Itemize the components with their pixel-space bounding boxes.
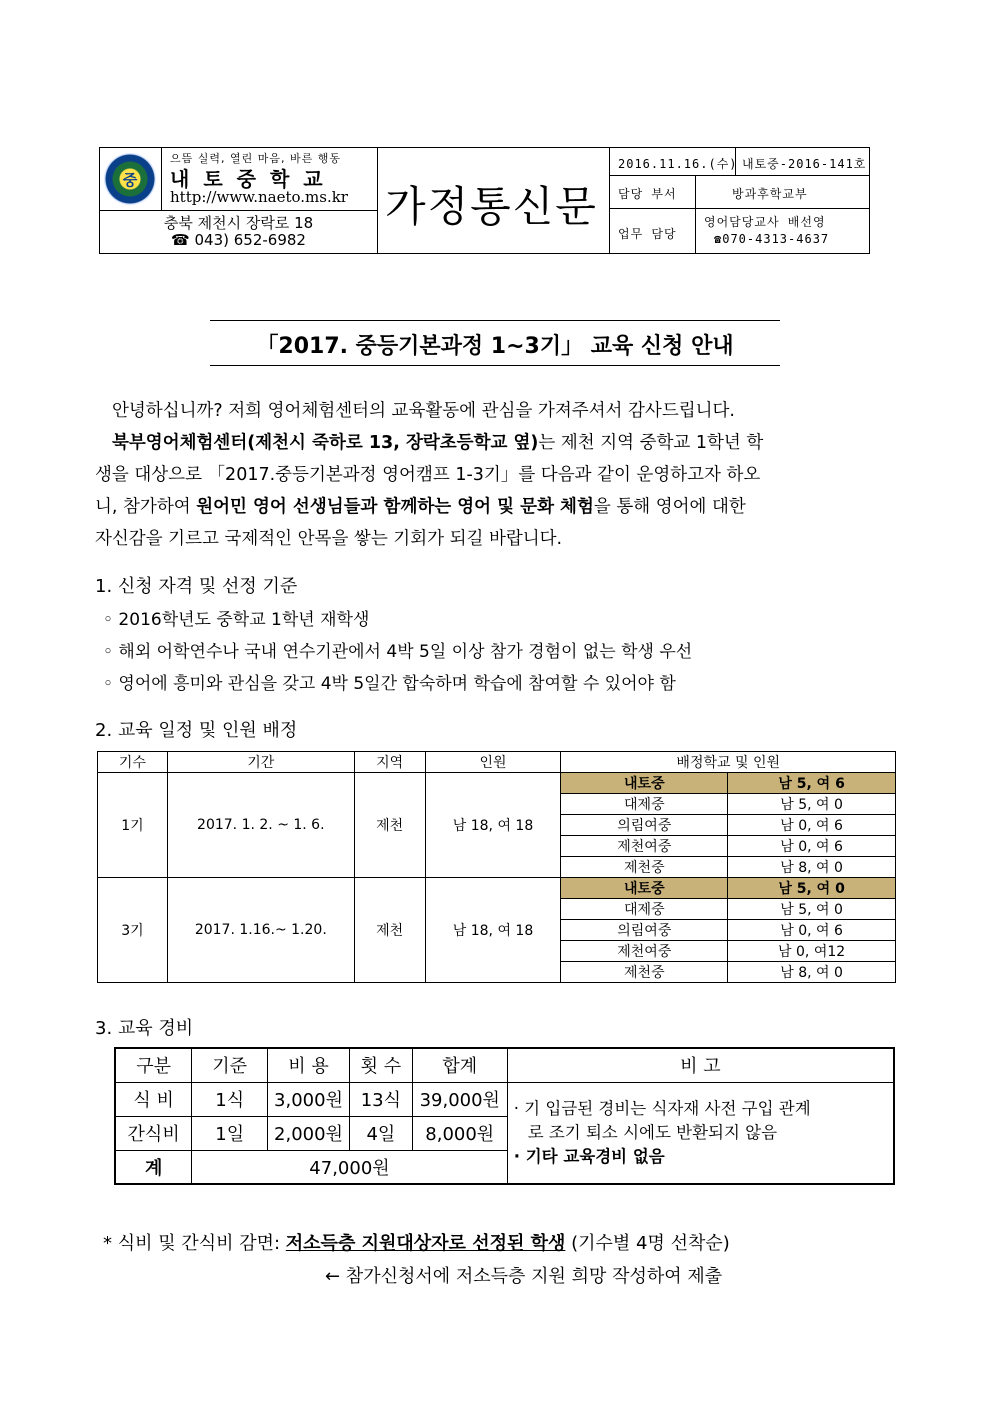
school-cell: 의림여중 (561, 920, 728, 941)
col-header: 지역 (354, 752, 425, 773)
criteria-item: ◦ 영어에 흥미와 관심을 갖고 4박 5일간 합숙하며 학습에 참여할 수 있어야 함 (103, 674, 676, 694)
staff-name: 영어담당교사 배선영 (704, 215, 826, 229)
school-logo (104, 153, 156, 205)
count-cell: 남 0, 여 6 (728, 815, 896, 836)
school-address: 충북 제천시 장락로 18 (163, 214, 314, 232)
cost-header-row (115, 1048, 894, 1082)
people-cell: 남 18, 여 18 (425, 773, 561, 878)
col-header: 합계 (412, 1048, 507, 1082)
intro-line-5: 자신감을 기르고 국제적인 안목을 쌓는 기회가 되길 바랍니다. (95, 529, 563, 549)
doc-date: 2016.11.16.(수) (618, 157, 738, 171)
table-row (98, 878, 896, 899)
note-post: (기수별 4명 선착순) (565, 1233, 730, 1254)
school-cell: 제천중 (561, 857, 728, 878)
table-row (115, 1082, 894, 1116)
intro-line-1: 안녕하십니까? 저희 영어체험센터의 교육활동에 관심을 가져주셔서 감사드립니다. (112, 401, 735, 421)
intro-line-2-rest: 는 제천 지역 중학교 1학년 학 (538, 433, 764, 453)
count-cell: 남 0, 여 6 (728, 836, 896, 857)
basis-cell: 1식 (192, 1082, 268, 1116)
col-header: 기준 (192, 1048, 268, 1082)
note-underlined: 저소득층 지원대상자로 선정된 학생 (285, 1233, 566, 1254)
page-title: 「2017. 중등기본과정 1~3기」 교육 신청 안내 (256, 334, 734, 359)
count-cell: 남 8, 여 0 (728, 857, 896, 878)
region-cell: 제천 (354, 773, 425, 878)
count-cell: 남 8, 여 0 (728, 962, 896, 983)
remarks-cell (507, 1082, 894, 1184)
title-rule-bottom (210, 365, 780, 366)
count-cell: 남 5, 여 0 (728, 899, 896, 920)
count-cell: 남 5, 여 0 (728, 794, 896, 815)
school-cell: 제천여중 (561, 836, 728, 857)
intro-line-4 (95, 491, 746, 523)
period-cell: 2017. 1. 2. ~ 1. 6. (167, 773, 354, 878)
total-label: 계 (115, 1150, 192, 1184)
cost-cell: 3,000원 (268, 1082, 350, 1116)
count-cell: 남 5, 여 6 (728, 773, 896, 794)
col-header: 비 고 (507, 1048, 894, 1082)
school-url[interactable]: http://www.naeto.ms.kr (170, 188, 348, 206)
remark-line: · 기 입금된 경비는 식자재 사전 구입 관계 (513, 1098, 811, 1118)
term-cell: 1기 (98, 773, 168, 878)
school-motto: 으뜸 실력, 열린 마음, 바른 행동 (170, 152, 341, 165)
intro-line-4-pre: 니, 참가하여 (95, 497, 197, 517)
people-cell: 남 18, 여 18 (425, 878, 561, 983)
school-cell: 내토중 (561, 878, 728, 899)
total-value: 47,000원 (192, 1150, 507, 1184)
count-cell: 남 0, 여12 (728, 941, 896, 962)
sum-cell: 39,000원 (412, 1082, 507, 1116)
remark-line: · 기타 교육경비 없음 (513, 1146, 665, 1166)
col-header: 기간 (167, 752, 354, 773)
school-cell: 내토중 (561, 773, 728, 794)
col-header: 비 용 (268, 1048, 350, 1082)
title-rule-top (210, 320, 780, 321)
logo-text: 중 (122, 170, 138, 189)
intro-line-2 (112, 427, 763, 459)
schedule-table (97, 751, 896, 983)
basis-cell: 1일 (192, 1116, 268, 1150)
period-cell: 2017. 1.16.~ 1.20. (167, 878, 354, 983)
school-cell: 대제중 (561, 794, 728, 815)
masthead: 가정통신문 (385, 182, 598, 231)
schedule-header-row (98, 752, 896, 773)
section-1-heading: 1. 신청 자격 및 선정 기준 (95, 576, 298, 597)
cost-table (114, 1047, 895, 1185)
intro-highlight: 원어민 영어 선생님들과 함께하는 영어 및 문화 체험 (196, 497, 594, 517)
col-header: 기수 (98, 752, 168, 773)
school-cell: 제천여중 (561, 941, 728, 962)
section-3-heading: 3. 교육 경비 (95, 1018, 194, 1039)
region-cell: 제천 (354, 878, 425, 983)
school-cell: 의림여중 (561, 815, 728, 836)
count-cell: 남 0, 여 6 (728, 920, 896, 941)
discount-note (103, 1229, 730, 1255)
remark-line: 로 조기 퇴소 시에도 반환되지 않음 (527, 1122, 778, 1142)
staff-phone: ☎070-4313-4637 (714, 232, 830, 246)
school-cell: 대제중 (561, 899, 728, 920)
discount-instruction: ← 참가신청서에 저소득층 지원 희망 작성하여 제출 (325, 1266, 723, 1287)
school-phone: ☎ 043) 652-6982 (171, 231, 306, 249)
col-header: 배정학교 및 인원 (561, 752, 896, 773)
intro-line-4-post: 을 통해 영어에 대한 (593, 497, 746, 517)
doc-number: 내토중-2016-141호 (742, 157, 867, 171)
cost-cell: 2,000원 (268, 1116, 350, 1150)
term-cell: 3기 (98, 878, 168, 983)
intro-center-name: 북부영어체험센터(제천시 죽하로 13, 장락초등학교 옆) (112, 433, 539, 453)
intro-line-3: 생을 대상으로 「2017.중등기본과정 영어캠프 1-3기」를 다음과 같이 운영하고자 하오 (95, 465, 761, 485)
times-cell: 4일 (349, 1116, 412, 1150)
item-cell: 식 비 (115, 1082, 192, 1116)
times-cell: 13식 (349, 1082, 412, 1116)
criteria-item: ◦ 해외 어학연수나 국내 연수기관에서 4박 5일 이상 참가 경험이 없는 학생 우선 (103, 642, 693, 662)
section-2-heading: 2. 교육 일정 및 인원 배정 (95, 720, 298, 741)
staff-label: 업무 담당 (618, 227, 677, 241)
table-row (98, 773, 896, 794)
item-cell: 간식비 (115, 1116, 192, 1150)
school-cell: 제천중 (561, 962, 728, 983)
col-header: 횟 수 (349, 1048, 412, 1082)
school-name: 내토중학교 (170, 167, 337, 191)
col-header: 구분 (115, 1048, 192, 1082)
count-cell: 남 5, 여 0 (728, 878, 896, 899)
sum-cell: 8,000원 (412, 1116, 507, 1150)
dept-value: 방과후학교부 (732, 187, 808, 201)
criteria-item: ◦ 2016학년도 중학교 1학년 재학생 (103, 610, 370, 630)
dept-label: 담당 부서 (618, 187, 677, 201)
note-pre: * 식비 및 간식비 감면: (103, 1233, 286, 1254)
col-header: 인원 (425, 752, 561, 773)
